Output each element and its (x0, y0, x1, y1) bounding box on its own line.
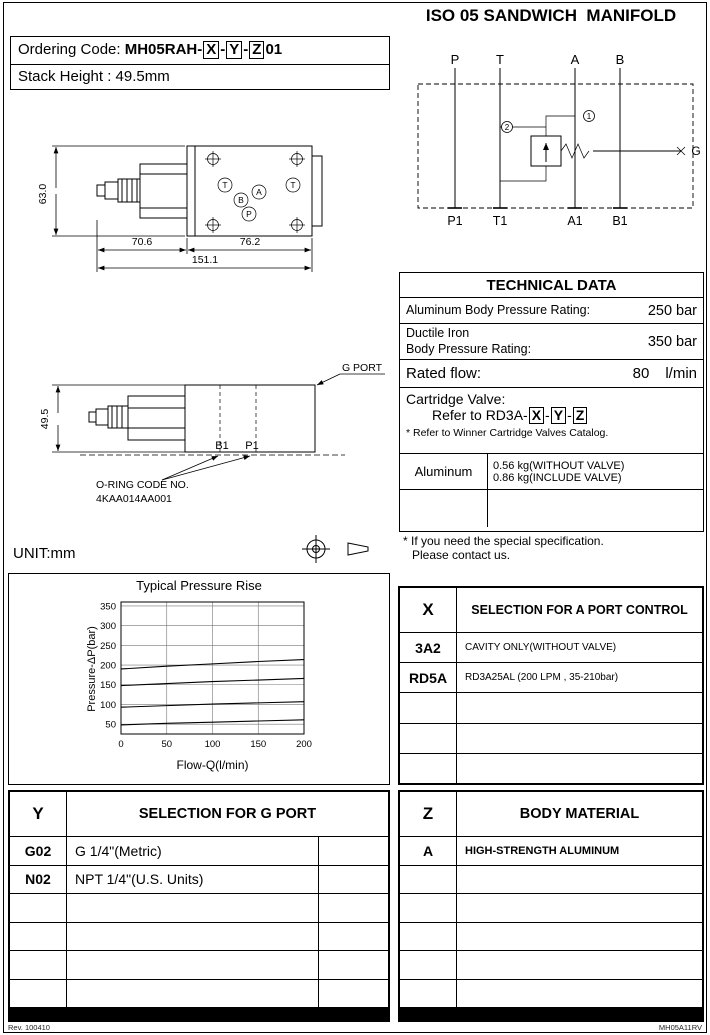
ductile-rating-row: Ductile Iron Body Pressure Rating: 350 bar (400, 324, 703, 360)
manifold-boundary-dashed (418, 84, 693, 208)
svg-text:0: 0 (118, 739, 124, 750)
svg-text:150: 150 (100, 680, 116, 692)
table-row (10, 980, 388, 1009)
table-row: N02 NPT 1/4"(U.S. Units) (10, 866, 388, 895)
table-x-title: SELECTION FOR A PORT CONTROL (471, 603, 688, 617)
marker-1: 1 (586, 112, 592, 121)
port-b1-label: B1 (215, 440, 229, 452)
svg-text:50: 50 (161, 739, 173, 750)
table-y-header-row (10, 792, 388, 837)
svg-text:100: 100 (204, 739, 221, 750)
table-row (400, 894, 702, 923)
stack-height-row: Stack Height : 49.5mm (11, 64, 389, 89)
selection-table-x (398, 586, 704, 785)
table-row (10, 923, 388, 952)
svg-text:200: 200 (100, 660, 116, 672)
dim-63: 63.0 (37, 183, 49, 205)
table-row (400, 693, 702, 723)
table-row (10, 951, 388, 980)
table-row (400, 980, 702, 1009)
port-markers (218, 178, 300, 221)
svg-text:100: 100 (100, 699, 116, 711)
chart-x-axis-label: Flow-Q(l/min) (176, 758, 249, 772)
hydraulic-schematic (403, 48, 705, 240)
special-spec-note: * If you need the special specification. Please contact us. (403, 534, 604, 562)
table-x-key: X (400, 588, 457, 632)
table-y-title: SELECTION FOR G PORT (138, 806, 317, 822)
weight-table (400, 454, 703, 527)
schematic-bottom-labels (447, 214, 627, 228)
port-label-a1: A1 (567, 214, 583, 228)
marker-2: 2 (504, 123, 510, 132)
g-port-callout (317, 362, 385, 385)
port-t2-label: T (290, 180, 296, 190)
rated-flow-row: Rated flow: 80 l/min (400, 360, 703, 388)
technical-data-panel (399, 272, 704, 532)
cavity-port-markers (502, 111, 595, 133)
table-z-header-row (400, 792, 702, 837)
code-y-box: Y (226, 41, 242, 59)
code-z-box: Z (249, 41, 264, 59)
svg-text:50: 50 (105, 719, 116, 731)
footer-revision: Rev. 100410 (8, 1023, 50, 1032)
table-x-header-row (400, 588, 702, 633)
port-label-p: P (450, 52, 460, 67)
ordering-code-label: Ordering Code: (18, 41, 121, 58)
table-row (400, 923, 702, 952)
dim-151-1: 151.1 (191, 254, 219, 266)
chart-y-axis-label: Pressure-ΔP(bar) (86, 626, 98, 712)
projection-symbols (298, 534, 382, 569)
table-row (400, 951, 702, 980)
chart-title: Typical Pressure Rise (136, 578, 262, 593)
port-a-label: A (256, 187, 262, 197)
svg-text:200: 200 (296, 739, 312, 750)
table-row: RD5A RD3A25AL (200 LPM , 35-210bar) (400, 663, 702, 693)
dim-70-6: 70.6 (131, 236, 153, 248)
svg-text:300: 300 (100, 621, 116, 633)
chart-plot-area (9, 596, 389, 758)
pressure-rise-chart (8, 573, 390, 785)
aluminum-rating-row: Aluminum Body Pressure Rating: 250 bar (400, 298, 703, 324)
selection-table-z (398, 790, 704, 1022)
unit-label: UNIT:mm (13, 545, 76, 562)
schematic-top-labels (451, 52, 625, 67)
svg-text:150: 150 (250, 739, 267, 750)
port-p-label: P (246, 209, 252, 219)
table-row (400, 754, 702, 783)
cartridge-valve-row: Cartridge Valve: Refer to RD3A- X - Y - Z * Refer to Winner Cartridge Valves Catalog. (400, 388, 703, 454)
table-footer-bar (400, 1008, 702, 1020)
ordering-code-box (10, 36, 390, 90)
table-z-title: BODY MATERIAL (519, 806, 640, 822)
technical-data-title: TECHNICAL DATA (400, 273, 703, 298)
schematic-flow-lines (448, 68, 627, 208)
table-y-key: Y (10, 792, 67, 836)
table-footer-bar (10, 1008, 388, 1020)
port-label-b1: B1 (612, 214, 628, 228)
g-port-label: G PORT (341, 362, 383, 374)
side-view-drawing (10, 358, 395, 530)
ordering-code-row (11, 37, 389, 64)
code-x-box: X (203, 41, 219, 59)
third-angle-projection-icon (298, 534, 382, 564)
g-label: G (691, 144, 701, 158)
oring-code-line1: O-RING CODE NO. (96, 479, 189, 491)
page-title: ISO 05 SANDWICH MANIFOLD (425, 6, 677, 25)
cartridge-refer-code: Refer to RD3A- X - Y - Z (432, 407, 697, 424)
port-label-b: B (615, 52, 625, 67)
oring-code-line2: 4KAA014AA001 (96, 493, 172, 505)
side-body-outline (80, 385, 345, 455)
weight-row-aluminum: Aluminum 0.56 kg(WITHOUT VALVE) 0.86 kg(INCLUDE VALVE) (400, 454, 703, 490)
dim-49-5: 49.5 (39, 408, 51, 430)
relief-valve-symbol (500, 116, 685, 181)
weight-row-empty (400, 490, 703, 527)
table-row (10, 894, 388, 923)
port-label-t: T (496, 52, 504, 67)
svg-text:350: 350 (100, 601, 116, 613)
footer-doc-number: MH05A11RV (658, 1023, 702, 1032)
ordering-code-value: MH05RAH- X - Y - Z 01 (124, 41, 283, 58)
table-row: 3A2 CAVITY ONLY(WITHOUT VALVE) (400, 633, 702, 663)
table-z-key: Z (400, 792, 457, 836)
port-label-p1: P1 (447, 214, 463, 228)
dim-76-2: 76.2 (239, 236, 261, 248)
port-label-a: A (570, 52, 580, 67)
svg-text:250: 250 (100, 640, 116, 652)
port-label-t1: T1 (492, 214, 508, 228)
dimension-lines (52, 146, 312, 272)
port-b-label: B (238, 195, 244, 205)
table-row (400, 866, 702, 895)
table-row: A HIGH-STRENGTH ALUMINUM (400, 837, 702, 866)
port-p1-label: P1 (245, 440, 259, 452)
table-row (400, 724, 702, 754)
top-view-drawing (10, 88, 395, 280)
selection-table-y (8, 790, 390, 1022)
mounting-hole-icons (205, 151, 305, 233)
port-t-label: T (222, 180, 228, 190)
manifold-body-outline (97, 146, 322, 236)
table-row: G02 G 1/4"(Metric) (10, 837, 388, 866)
